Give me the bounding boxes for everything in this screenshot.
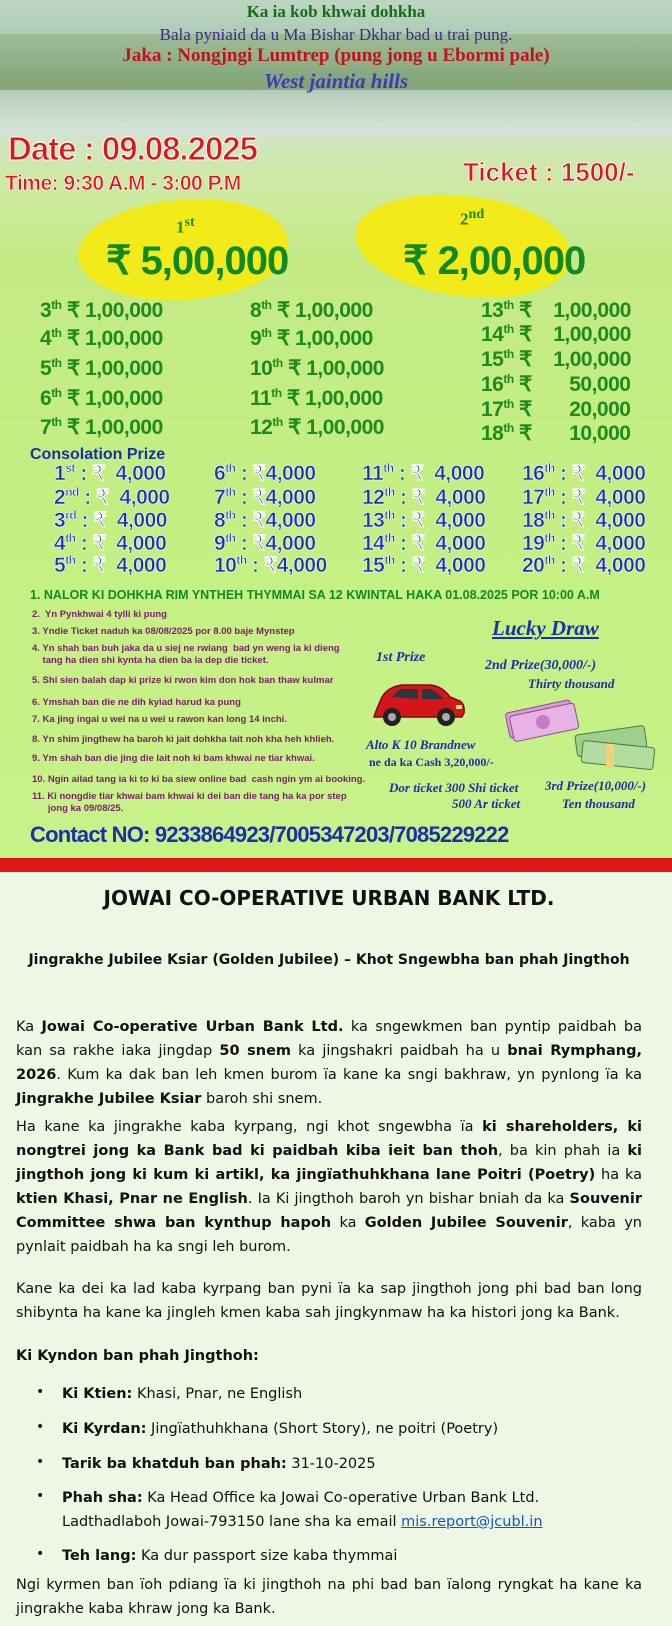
prize-rank-suffix: th — [261, 326, 272, 340]
first-prize-rank: 1st — [176, 214, 195, 237]
prize-rank: 7 — [40, 416, 52, 439]
car-icon — [368, 669, 468, 733]
prize-rank: 17 — [481, 398, 504, 421]
prize-line — [250, 298, 373, 323]
consolation-title: Consolation Prize — [30, 446, 166, 463]
second-prize-rank: 2nd — [460, 206, 485, 229]
rule-main: 1. NALOR KI DOHKHA RIM YNTHEH THYMMAI SA 12 KWINTAL HAKA 01.08.2025 POR 10:00 A.M — [30, 588, 600, 602]
prize-rank-suffix: th — [503, 347, 514, 361]
prize-rank: 10 — [250, 357, 273, 380]
consolation-line — [522, 508, 645, 533]
prize-rank: 7 — [214, 486, 226, 509]
prize-amount: : ₹ 4,000 — [554, 486, 646, 509]
prize-amount: ₹ 1,00,000 — [61, 416, 163, 439]
prize-amount: : ₹ 4,000 — [75, 532, 167, 555]
prize-amount: : ₹4,000 — [246, 554, 327, 577]
prize-rank-suffix: rd — [65, 508, 77, 522]
prize-line — [481, 298, 631, 323]
rule-item: 7. Ka jing ingai u wei na u wei u rawon kan long 14 inchi. — [32, 714, 287, 725]
red-divider — [0, 858, 672, 872]
text: ka — [331, 1215, 365, 1231]
bullet-item — [62, 1486, 632, 1534]
bullet-item — [62, 1544, 632, 1568]
consolation-line — [54, 508, 167, 533]
prize-amount: ₹ 1,00,000 — [271, 299, 373, 322]
prize-rank-suffix: th — [65, 553, 76, 567]
prize-rank-suffix: th — [261, 298, 272, 312]
text: ka jingshakri paidbah ha u — [291, 1043, 508, 1059]
prize-rank-suffix: th — [384, 485, 395, 499]
prize2-label: 2nd Prize(30,000/-) — [485, 658, 597, 673]
text: , ba kin phah ia — [498, 1143, 628, 1159]
rule-item: 2. Yn Pynkhwai 4 tylli ki pung — [32, 609, 167, 620]
consolation-line — [214, 461, 316, 486]
prize-line — [250, 326, 373, 351]
prize-rank: 13 — [362, 509, 385, 532]
prize-rank: 3 — [54, 509, 66, 532]
prize-rank: 19 — [522, 532, 545, 555]
rule-item: 6. Ymshah ban die ne dih kyiad harud ka pung — [32, 697, 241, 708]
prize-rank: 14 — [362, 532, 385, 555]
prize-amount: : ₹ 4,000 — [554, 554, 646, 577]
prize-amount: : ₹ 4,000 — [393, 462, 485, 485]
prize-rank-suffix: th — [544, 485, 555, 499]
prize-line — [250, 386, 383, 411]
consolation-line — [362, 553, 485, 578]
prize-rank-suffix: th — [225, 485, 236, 499]
text: baroh shi snem. — [201, 1091, 323, 1107]
bullet-icon: • — [36, 1546, 45, 1562]
consolation-line — [54, 461, 166, 486]
prize-amount: ₹ 1,00,000 — [282, 357, 384, 380]
prize-rank-suffix: th — [225, 461, 236, 475]
prize-rank: 17 — [522, 486, 545, 509]
prize-line — [481, 397, 630, 422]
text: Ka — [16, 1019, 42, 1035]
prize-line — [40, 326, 163, 351]
prize-amount: ₹ 1,00,000 — [61, 387, 163, 410]
prize-rank-suffix: th — [384, 553, 395, 567]
bold-text: Jingrakhe Jubilee Ksiar — [16, 1091, 202, 1107]
notice-subtitle: Jingrakhe Jubilee Ksiar (Golden Jubilee) – Khot Sngewbha ban phah Jingthoh — [28, 952, 630, 968]
prize-amount: ₹ 1,00,000 — [271, 327, 373, 350]
prize-line — [250, 356, 384, 381]
rule-item: tang ha dien shi kynta ha dien ba la dep die ticket. — [32, 655, 269, 666]
rule-item: 11. Ki nongdie tiar khwai bam khwai ki dei ban die tang ha ka por step — [32, 791, 347, 802]
prize-rank-suffix: th — [271, 386, 282, 400]
prize-rank-suffix: nd — [65, 485, 79, 499]
text: . Kum ka dak ban leh kmen burom ïa kane ka sngi bakhraw, yn pynlong ïa ka — [56, 1067, 642, 1083]
bold-text: Souvenir Committee shwa ban kynthup hapoh — [16, 1191, 643, 1231]
text: , kaba yn pynlait paidbah ha ka sngi leh burom. — [16, 1215, 642, 1255]
rule-item: 3. Yndie Ticket naduh ka 08/08/2025 por 8.00 baje Mynstep — [32, 626, 295, 637]
poster-header-line1: Ka ia kob khwai dohkha — [246, 2, 426, 21]
prize-line — [481, 322, 631, 347]
door-ticket-line2: 500 Ar ticket — [452, 796, 521, 811]
prize-amount: ₹ 1,00,000 — [61, 327, 163, 350]
consolation-line — [522, 461, 645, 486]
bold-text: ki shareholders, ki nongtrei jong ka Bank bad ki paidbah kiba ieit ban thoh — [16, 1119, 642, 1159]
closing-paragraph: Ngi kyrmen ban ïoh pdiang ïa ki jingthoh na phi bad ban ïalong ryngkat ha kane ka jingrakhe kaba khraw jong ka Bank. — [16, 1577, 642, 1617]
prize-amount: ₹ 50,000 — [513, 373, 631, 396]
prize-rank-suffix: th — [544, 461, 555, 475]
bullet-text: Ka Head Office ka Jowai Co-operative Urban Bank Ltd. Ladthadlaboh Jowai-793150 lane sha ka email — [62, 1490, 540, 1530]
prize-rank-suffix: th — [503, 298, 514, 312]
prize1-label: 1st Prize — [376, 650, 426, 665]
prize1-desc1: Alto K 10 Brandnew — [366, 737, 476, 752]
cash-bundle-green-icon — [572, 722, 662, 778]
bold-text: 50 snem — [219, 1043, 292, 1059]
prize-line — [40, 386, 163, 411]
prize-rank: 4 — [40, 327, 52, 350]
bullet-item — [62, 1417, 632, 1441]
prize2-desc: Thirty thousand — [528, 676, 615, 691]
prize-rank: 10 — [214, 554, 237, 577]
lucky-draw-title: Lucky Draw — [492, 616, 599, 640]
prize-rank-suffix: th — [503, 421, 514, 435]
prize-amount: ₹ 1,00,000 — [513, 348, 631, 371]
rule-item: 9. Ym shah ban die jing die lait noh ki bam khwai ne tiar khwai. — [32, 753, 315, 764]
prize-rank-suffix: th — [65, 531, 76, 545]
prize-rank: 16 — [481, 373, 504, 396]
prize-rank-suffix: th — [51, 356, 62, 370]
prize-line — [481, 347, 631, 372]
bullet-text: Khasi, Pnar, ne English — [132, 1386, 303, 1402]
prize-amount: : ₹ 4,000 — [394, 486, 486, 509]
text: ha ka — [595, 1167, 643, 1183]
prize-rank: 8 — [250, 299, 262, 322]
prize-rank: 6 — [40, 387, 52, 410]
bullet-text: Jingïathuhkhana (Short Story), ne poitri (Poetry) — [146, 1421, 499, 1437]
prize-rank: 15 — [481, 348, 504, 371]
rule-item: 10. Ngin ailad tang ia ki to ki ba siew online bad cash ngin ym ai booking. — [32, 774, 366, 785]
prize-rank-suffix: th — [51, 386, 62, 400]
prize-rank: 9 — [214, 532, 226, 555]
prize-rank-suffix: th — [544, 531, 555, 545]
prize-rank: 9 — [250, 327, 262, 350]
prize-amount: ₹ 1,00,000 — [281, 387, 383, 410]
prize-rank-suffix: th — [544, 553, 555, 567]
prize-line — [250, 415, 384, 440]
paragraph-invitation — [16, 1115, 642, 1259]
prize-rank: 8 — [214, 509, 226, 532]
prize-amount: : ₹ 4,000 — [76, 509, 167, 532]
door-ticket-line1: Dor ticket 300 Shi ticket — [389, 780, 519, 795]
consolation-line — [214, 553, 327, 578]
prize-rank: 5 — [40, 357, 52, 380]
prize-rank: 3 — [40, 299, 52, 322]
consolation-line — [214, 485, 316, 510]
prize-rank: 18 — [522, 509, 545, 532]
consolation-line — [362, 508, 485, 533]
bullet-label: Ki Ktien: — [62, 1386, 133, 1402]
bullet-text: 31-10-2025 — [286, 1456, 376, 1472]
consolation-line — [54, 553, 166, 578]
prize-amount: : ₹ 4,000 — [74, 462, 166, 485]
bold-text: ktien Khasi, Pnar ne English — [16, 1191, 248, 1207]
consolation-line — [54, 485, 170, 510]
prize-rank-suffix: th — [503, 397, 514, 411]
prize-amount: ₹ 1,00,000 — [61, 357, 163, 380]
prize-line — [40, 356, 163, 381]
prize-rank-suffix: th — [236, 553, 247, 567]
prize-rank: 16 — [522, 462, 545, 485]
text: . Ia Ki jingthoh baroh yn bishar bniah da ka — [247, 1191, 570, 1207]
second-prize-amount: ₹ 2,00,000 — [403, 239, 586, 283]
rules-heading: Ki Kyndon ban phah Jingthoh: — [16, 1348, 259, 1364]
prize-rank: 12 — [362, 486, 385, 509]
prize-rank-suffix: th — [503, 372, 514, 386]
prize-amount: : ₹ 4,000 — [554, 462, 646, 485]
prize-rank-suffix: st — [65, 461, 75, 475]
prize-amount: ₹ 1,00,000 — [282, 416, 384, 439]
cash-bundle-pink-icon — [500, 692, 582, 742]
prize-rank: 2 — [54, 486, 66, 509]
poster-district: West jaintia hills — [263, 69, 409, 93]
bullet-item — [62, 1382, 632, 1406]
rule-item: 8. Yn shim jingthew ha baroh ki jait dohkha lait noh kha heh khlieh. — [32, 734, 335, 745]
prize-amount: : ₹4,000 — [235, 509, 316, 532]
prize-rank: 11 — [250, 387, 272, 410]
bullet-label: Ki Kyrdan: — [62, 1421, 147, 1437]
prize-amount: : ₹ 4,000 — [554, 532, 646, 555]
prize-rank: 14 — [481, 323, 504, 346]
text: Ha kane ka jingrakhe kaba kyrpang, ngi khot sngewbha ïa — [16, 1119, 483, 1135]
prize-line — [481, 372, 630, 397]
prize-rank-suffix: th — [51, 326, 62, 340]
bullet-label: Tarik ba khatduh ban phah: — [62, 1456, 287, 1472]
prize-rank: 13 — [481, 299, 504, 322]
prize-amount: ₹ 1,00,000 — [61, 299, 163, 322]
paragraph-opportunity: Kane ka dei ka lad kaba kyrpang ban pyni ïa ka sap jingthoh jong phi bad ban long shibynta ha kane ka jingleh kmen kaba sah jingkynmaw ha ka histori jong ka Bank. — [16, 1281, 642, 1321]
prize-rank: 4 — [54, 532, 66, 555]
bold-text: bnai Rymphang, 2026 — [16, 1043, 643, 1083]
prize-amount: : ₹4,000 — [235, 462, 316, 485]
prize-amount: : ₹4,000 — [235, 486, 316, 509]
prize-rank-suffix: th — [225, 508, 236, 522]
bullet-icon: • — [36, 1384, 45, 1400]
prize-rank-suffix: th — [383, 461, 394, 475]
prize-amount: : ₹4,000 — [235, 532, 316, 555]
consolation-line — [362, 461, 484, 486]
prize3-label: 3rd Prize(10,000/-) — [545, 778, 647, 793]
prize-amount: ₹ 10,000 — [513, 422, 631, 445]
prize-rank-suffix: th — [272, 356, 283, 370]
paragraph-intro — [16, 1015, 642, 1111]
prize-rank-suffix: th — [272, 415, 283, 429]
prize-rank: 6 — [214, 462, 226, 485]
prize3-desc: Ten thousand — [562, 796, 635, 811]
prize-rank-suffix: th — [544, 508, 555, 522]
consolation-line — [522, 553, 645, 578]
prize-line — [40, 415, 163, 440]
bullet-label: Phah sha: — [62, 1490, 143, 1506]
bold-text: ki jingthoh jong ki kum ki artikl, ka jingïathuhkhana lane Poitri (Poetry) — [16, 1143, 642, 1183]
text: ka sngewkmen ban pyntip paidbah ba kan sa rakhe iaka jingdap — [16, 1019, 642, 1059]
first-prize-amount: ₹ 5,00,000 — [106, 239, 289, 283]
rule-item: 4. Yn shah ban buh jaka da u siej ne rwiang bad yn weng ia ki dieng — [32, 643, 340, 654]
prize-amount: : ₹ 4,000 — [394, 509, 486, 532]
prize-amount: : ₹ 4,000 — [554, 509, 646, 532]
prize-rank-suffix: th — [51, 298, 62, 312]
prize-rank: 20 — [522, 554, 545, 577]
prize-rank-suffix: th — [384, 508, 395, 522]
prize-rank: 15 — [362, 554, 385, 577]
consolation-line — [362, 485, 485, 510]
ticket-price: Ticket : 1500/- — [463, 157, 635, 187]
prize-amount: ₹ 1,00,000 — [513, 323, 631, 346]
bullet-icon: • — [36, 1488, 45, 1504]
prize-rank: 1 — [54, 462, 66, 485]
prize-amount: : ₹ 4,000 — [78, 486, 170, 509]
poster-venue: Jaka : Nongjngi Lumtrep (pung jong u Ebormi pale) — [122, 45, 550, 66]
bullet-item — [62, 1452, 632, 1476]
rule-item: jong ka 09/08/25. — [32, 803, 124, 814]
bold-text: Golden Jubilee Souvenir — [364, 1215, 568, 1231]
prize-rank-suffix: th — [225, 531, 236, 545]
bullet-icon: • — [36, 1454, 45, 1470]
event-time: Time: 9:30 A.M - 3:00 P.M — [5, 172, 241, 195]
prize-amount: ₹ 1,00,000 — [513, 299, 631, 322]
contact-numbers: Contact NO: 9233864923/7005347203/7085229222 — [30, 822, 509, 847]
poster-header-line2: Bala pyniaid da u Ma Bishar Dkhar bad u trai pung. — [159, 25, 513, 44]
prize-rank-suffix: th — [51, 415, 62, 429]
prize-rank: 11 — [362, 462, 384, 485]
prize-rank: 5 — [54, 554, 66, 577]
prize-rank: 18 — [481, 422, 504, 445]
prize-amount: : ₹ 4,000 — [394, 554, 486, 577]
consolation-line — [522, 485, 645, 510]
bold-text: Jowai Co-operative Urban Bank Ltd. — [41, 1019, 344, 1035]
prize-rank-suffix: th — [503, 322, 514, 336]
prize-rank-suffix: th — [384, 531, 395, 545]
email-link[interactable]: mis.report@jcubl.in — [401, 1514, 543, 1530]
event-date: Date : 09.08.2025 — [8, 130, 258, 167]
bullet-text: Ka dur passport size kaba thymmai — [136, 1548, 398, 1564]
rule-item: 5. Shi sien balah dap ki prize ki rwon kim don hok ban thaw kulmar — [32, 675, 334, 686]
consolation-line — [214, 508, 316, 533]
prize-amount: : ₹ 4,000 — [394, 532, 486, 555]
prize-amount: : ₹ 4,000 — [75, 554, 167, 577]
prize-line — [481, 421, 630, 446]
bullet-icon: • — [36, 1419, 45, 1435]
prize-line — [40, 298, 163, 323]
prize-rank: 12 — [250, 416, 273, 439]
prize-amount: ₹ 20,000 — [513, 398, 631, 421]
prize1-desc2: ne da ka Cash 3,20,000/- — [369, 755, 494, 769]
bullet-label: Teh lang: — [62, 1548, 137, 1564]
page-title: JOWAI CO-OPERATIVE URBAN BANK LTD. — [103, 886, 555, 910]
